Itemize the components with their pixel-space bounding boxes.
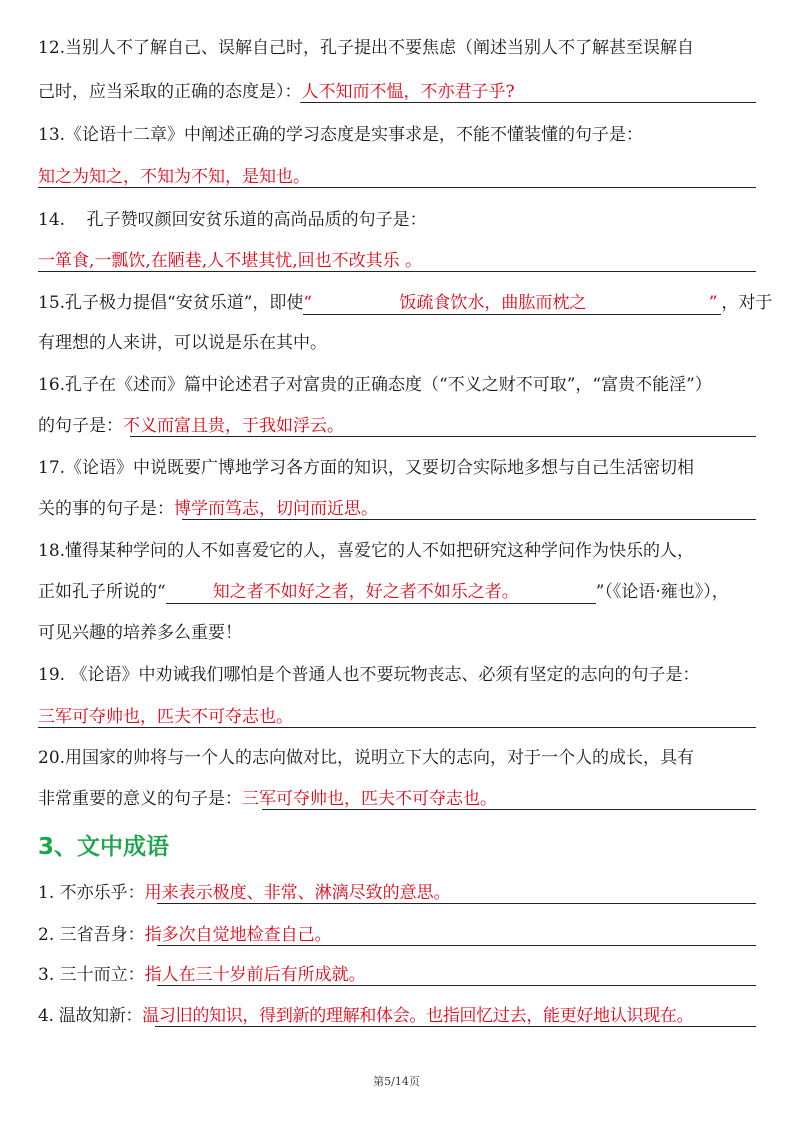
q18-line3: 可见兴趣的培养多么重要！ (38, 623, 242, 643)
q14-answer: 一箪食,一瓢饮,在陋巷,人不堪其忧,回也不改其乐 。 (38, 251, 423, 271)
q15-line2: 有理想的人来讲，可以说是乐在其中。 (38, 333, 327, 353)
q12-line1: 12.当别人不了解自己、误解自己时，孔子提出不要焦虑（阐述当别人不了解甚至误解自 (38, 38, 695, 58)
q16-answer: 不义而富且贵，于我如浮云。 (123, 416, 344, 436)
answer-underline (157, 985, 756, 986)
section-heading: 3、文中成语 (38, 834, 170, 860)
q18-blank (166, 581, 596, 604)
answer-underline (155, 1026, 756, 1027)
idiom-answer: 指人在三十岁前后有所成就。 (144, 965, 366, 985)
idiom-item-1 (38, 878, 756, 908)
q15-blank: “ 饭疏食饮水，曲肱而枕之 ” (303, 292, 721, 315)
q13-answer: 知之为知之，不知为不知，是知也。 (38, 167, 310, 187)
page-indicator: 第5/14页 (373, 1075, 420, 1088)
q16-line1: 16.孔子在《述而》篇中论述君子对富贵的正确态度（“不义之财不可取”，“富贵不能淫”） (38, 375, 712, 395)
answer-underline (262, 809, 756, 810)
idiom-item-3 (38, 960, 756, 990)
q14-line2 (38, 246, 756, 276)
q17-line2 (38, 494, 756, 524)
idiom-label: 2. 三省吾身： (38, 925, 145, 945)
answer-underline (38, 187, 756, 188)
answer-underline (38, 727, 756, 728)
q14-line1: 14. 孔子赞叹颜回安贫乐道的高尚品质的句子是： (38, 210, 427, 230)
idiom-answer: 用来表示极度、非常、淋漓尽致的意思。 (144, 883, 451, 903)
q15-line1: 15.孔子极力提倡“安贫乐道”，即使“ 饭疏食饮水，曲肱而枕之 ” ，对于 (38, 293, 773, 313)
idiom-item-2 (38, 920, 756, 950)
q20-answer: 三军可夺帅也，匹夫不可夺志也。 (242, 789, 497, 809)
q16-line2 (38, 411, 756, 441)
answer-underline (300, 102, 756, 103)
idiom-label: 1. 不亦乐乎： (38, 883, 145, 903)
q18-line2: 正如孔子所说的“ 知之者不如好之者，好之者不如乐之者。 ”（《论语·雍也》）， (38, 582, 729, 602)
answer-underline (157, 945, 756, 946)
q15-prompt: 15.孔子极力提倡“安贫乐道”，即使 (38, 293, 304, 313)
q12-answer: 人不知而不愠，不亦君子乎? (301, 82, 515, 102)
q18-prompt: 正如孔子所说的“ (38, 582, 166, 602)
q12-prompt: 己时，应当采取的正确的态度是）： (38, 82, 302, 102)
answer-underline (157, 903, 756, 904)
idiom-item-4 (38, 1001, 756, 1031)
q20-line2 (38, 784, 756, 814)
q17-prompt: 关的事的句子是： (38, 499, 174, 519)
idiom-label: 3. 三十而立： (38, 965, 145, 985)
q19-line2 (38, 702, 756, 732)
idiom-label: 4. 温故知新： (38, 1006, 143, 1026)
q16-prompt: 的句子是： (38, 416, 123, 436)
idiom-answer: 温习旧的知识，得到新的理解和体会。也指回忆过去，能更好地认识现在。 (142, 1006, 694, 1026)
q12-line2 (38, 77, 756, 107)
q19-line1: 19. 《论语》中劝诫我们哪怕是个普通人也不要玩物丧志、必须有坚定的志向的句子是： (38, 665, 700, 685)
answer-underline (182, 519, 756, 520)
q13-line1: 13.《论语十二章》中阐述正确的学习态度是实事求是，不能不懂装懂的句子是： (38, 125, 644, 145)
q18-line1: 18.懂得某种学问的人不如喜爱它的人，喜爱它的人不如把研究这种学问作为快乐的人， (38, 541, 695, 561)
answer-underline (130, 436, 756, 437)
q13-line2 (38, 162, 756, 192)
idiom-answer: 指多次自觉地检查自己。 (144, 925, 332, 945)
q18-answer: 知之者不如好之者，好之者不如乐之者。 (212, 582, 519, 602)
q15-answer: 饭疏食饮水，曲肱而枕之 (399, 293, 587, 313)
answer-underline (38, 271, 756, 272)
q20-line1: 20.用国家的帅将与一个人的志向做对比，说明立下大的志向，对于一个人的成长，具有 (38, 748, 695, 768)
q17-answer: 博学而笃志，切问而近思。 (174, 499, 378, 519)
q19-answer: 三军可夺帅也，匹夫不可夺志也。 (38, 707, 293, 727)
q20-prompt: 非常重要的意义的句子是： (38, 789, 242, 809)
q17-line1: 17.《论语》中说既要广博地学习各方面的知识，又要切合实际地多想与自己生活密切相 (38, 458, 695, 478)
